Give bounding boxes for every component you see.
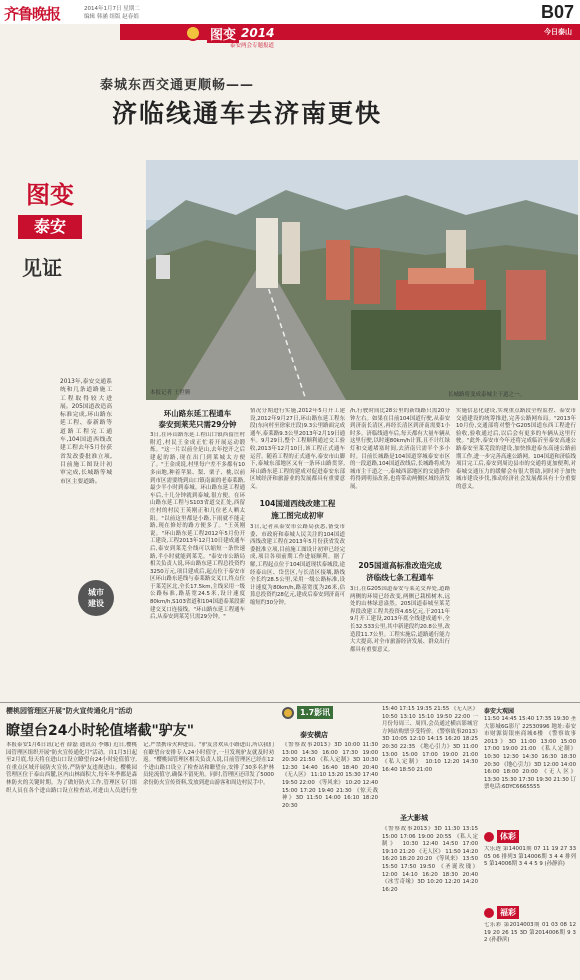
welfare-lottery-label: 福彩 [497, 906, 519, 919]
cinema-logo-text: 1.7影讯 [297, 706, 333, 719]
article6-body: 实施信息化建设,实现重点路段全程监控、泰安市交通建设的统筹推进,完善公路网布局。"2013年10月份,交通部将对整个G205国道东西工程进行验收,验收通过后,以后会有更多的车辆从这里行驶。"此外,泰安市今年还将完成临沂至泰安高速公路泰安至莱芜段的建设,加快推进泰东高速公路前期工作,进一步完善高速公路网。104国道和济临线项目完工后,泰安到周边县市的交通将更加便利,对泰城交通压力的缓解会有很大帮助,同时对于加快城市建设步伐,推动经济社会发展都具有十分重要的意义。 [456, 408, 576, 490]
city-tag-line1: 城市 [88, 588, 104, 597]
headline-kicker: 泰城东西交通更顺畅—— [100, 78, 255, 93]
city-tag-line2: 建设 [88, 599, 104, 608]
welfare-lottery-icon [484, 908, 494, 918]
welfare-lottery-logo [484, 906, 519, 919]
banner-sub: 泰安两会专题报道 [230, 43, 275, 49]
city-photo-illustration [146, 160, 578, 400]
article4-body: 3日,在G205国道泰安与莱芜交界处,道路两侧的环境已经改变,两侧已栽植树木,远处的山林绿意盎然。205国道泰城至莱芜界段改建工程共投资4.65亿元,于2011年9月开工建设,2013年底全线建成通车,全长32.533公里,其中新建段约20.8公里,改造段11.7公里。工程实施后,道路通行能力大大提高,对全市旅游经济发展、群众出行都具有重要意义。 [350, 586, 450, 653]
main-photo [146, 160, 578, 400]
masthead-meta-editors: 编辑 韩涵 组版 赵春娟 [84, 14, 139, 20]
cinema-listing1: 《警察故事2013》3D 10:00 11:30 13:00 14:30 16:00 17:30 19:00 20:30 21:50 《私人定制》3D 10:30 12:30 14:40 16:40 18:40 20:40 《无人区》 11:10 13:20 15:30 17:40 19:50 22:00 《等风来》 10:20 12:40 15:00 17:20 19:40 21:30 《惊天战神》3D 11:50 14:00 16:10 18:20 20:30 [282, 742, 378, 809]
page-code: B07 [540, 2, 574, 22]
bottom-article-title: 瞭望台24小时轮值堵截"驴友" [6, 723, 195, 739]
sports-lottery-results: 大乐透 第14001期 07 11 19 27 33 05 06 排列3 第14006期 3 4 4 排列5 第14006期 3 4 4 5 9 (孙静滨) [484, 846, 576, 868]
article3-body: 3日,记者从泰安市公路局获悉,备受市委、市政府和泰城人民关注的104国道西线改建工程在2013年5月份获省发改委批准立项,目前施工图设计初审已经完成,项目各项前期工作进展顺利。据了解,工程起点位于104国道现状泰城段,途经泰山区、岱岳区,与长清区接壤,路线全长约28.5公里,采用一级公路标准,设计速度为80km/h,路基宽度为26米,估算总投资约28亿元,建成后泰安到济南可缩短约30分钟。 [250, 524, 345, 606]
article1-title-line2: 泰安到莱芜只需29分钟 [158, 420, 237, 429]
article1-title-line1: 环山路东延工程通车 [163, 409, 232, 418]
article1-body: 3日,在环山路东延工程山口镇西留庄村附近,村民王金成正忙着开展运动锻炼。"这一片以前全是山,去年挖开之后建起的路,现在出门到莱城太方便了。"王金成说,村里每户差不多都有10多亩地,种着苹果、梨、栗子、桃,以前到市区需要绕到山口镇南面的老泰莱路,最少半小时到泰城。环山路东延工程通车后,十几分钟就到泰城,很方便。在环山路东延工程与S103省道交汇处,西留庄村的村民王英刚正和几位老人晒太阳。"以前这里都是小路,下雨就不能走路,现在修好的路方便多了。"王英刚说。"环山路东延工程2012年5月份开工建设,工程2013年12月10日建成通车后,泰安到莱芜全线可以缩短一条快速路,半小时就能到莱芜。"泰安市公路局相关负责人说,环山路东延工程总投资约3250万元,项目建成后,起点位于泰安市区环山路东延线与泰莱路交叉口,终点位于莱芜区北,全长17.5km,主线采用一级公路标准,路基宽24.5米,设计速度80km/h,S103省道和104国道泰莱段新建交叉口连接线。"环山路东延工程通车后,从泰安到莱芜只需29分钟。" [150, 432, 245, 621]
film-reel-icon [282, 707, 294, 719]
sports-lottery-label: 体彩 [497, 830, 519, 843]
headline-main: 济临线通车去济南更快 [112, 99, 383, 128]
article5-body: /h,行驶时间比28公里的新线路只需20分钟左右。如果在目前104国道行驶,从泰安到济南长清区,再经长清区到济南需要1小时多。济临线通车后,每天都有大量车辆从这里行驶,以时速80km/h计算,且不计红绿灯和交通堵塞时间,去济南只需半个多小时。目前长城路是104国道穿城泰安市区的一段道路,104国道改线后,长城路将成为城市主干道之一,泰城西部地区的交通条件将得到明显改善,也将带动两侧区域经济发展。 [350, 408, 450, 490]
side-label-jianzheng: 见证 [22, 256, 62, 280]
welfare-lottery-results: 七乐彩 第2014003期 01 03 08 12 19 20 26 15 3D 第2014006期 9 3 2 (孙静滨) [484, 922, 576, 944]
intro-paragraph: 2013年,泰安交通系统和几条道路施工工程取得较大进展。205国道改造高标准完成,环山路东延工程、泰新路等道路工程完工通车,104国道西线改建工程去年5月份获省发改委批准立项,目前施工图设计初审完成,长城路等城市区主要道路。 [60, 379, 112, 485]
cinema-venue1: 泰安横店 [300, 731, 328, 739]
article3-title-line2: 施工图完成初审 [271, 511, 324, 520]
cinema-listing4: 11:50 14:45 15:40 17:35 19:30 圣大影城6G影厅 22530996 地址:泰安市财源街银座商城6楼 《警察故事2013》3D 11:00 13:00 15:00 17:00 19:00 21:00 《私人定制》 10:30 12:30 14:30 16:30 18:30 20:30 《地心引力》3D 12:00 14:00 16:00 18:00 20:00 《无人区》 13:30 15:30 17:30 19:30 21:30 订票电话:6DYC6665555 [484, 716, 576, 791]
masthead [0, 0, 580, 24]
emblem-icon [185, 25, 201, 41]
cinema-venue3: 圣大影城 [400, 814, 428, 822]
section-divider [0, 702, 580, 703]
masthead-meta-date: 2014年1月7日 星期二 [84, 6, 140, 12]
article4-title-line1: 205国道高标准改造完成 [358, 561, 442, 570]
photo-credit: 本报记者 王世腾 [150, 390, 191, 396]
sports-lottery-icon [484, 832, 494, 842]
sports-lottery-logo [484, 830, 519, 843]
cinema-logo [282, 706, 333, 719]
section-tag: 今日泰山 [544, 28, 572, 36]
cinema-listing3: 《警察故事2013》3D 11:30 13:15 15:00 17:06 19:00 20:55 《私人定制》 10:30 12:40 14:50 17:00 19:10 21:20 《无人区》 11:50 14:20 16:20 18:20 20:20 《等风来》 13:50 15:50 17:50 19:50 《圣诞玫瑰》 12:00 14:10 16:20 18:30 20:40 《冰雪奇缘》3D 10:20 12:20 14:20 16:20 [382, 826, 478, 893]
article2-body: 情况分期进行实施,2012年5月开工建设,2012年9月27日,环山路东延工程东段(东向村至徐家庄段)9.3公里路面完成通车,泰莱路9.3公里2013年2月19日通车。9月29日,整个工程顺利通过交工验收,2013年12月10日,该工程正式通车运营。随着工程的正式通车,泰安市山脚下,泰城东部地区又有一条环山路贯穿,环山路东延工程的建成对促进泰安东部区域经济和旅游业的发展都具有重要意义。 [250, 408, 345, 490]
photo-caption: 长城路将变成泰城主干道之一。 [448, 392, 526, 398]
city-tag [78, 580, 114, 616]
article4-title-line2: 济临线七条工程通车 [366, 573, 434, 582]
article3-title-line1: 104国道西线改建工程 [259, 499, 336, 508]
bottom-article-body: 本报泰安1月6日讯(记者 薛磊 通讯员 李娜) 近日,樱桃园管理区组织开展"防火宣传通化月"活动。自1月3日起至2月底,每天将在进山口设立瞭望台24小时轮值值守,在重点区域开展防火宣传,严防驴友违规进山。樱桃园管理区位于泰山西麓,区内山林面积大,每年冬季都是森林防火的关键时期。为了做好防火工作,管理区专门组织人员在各个进山路口设立检查站,对进山人员进行登记,严禁携带火种进山。"驴友喜欢从小路进山,所以我们在瞭望台安排专人24小时值守,一旦发现驴友就及时劝返。"樱桃园管理区相关负责人说,目前管理区已经在12个进山路口设立了检查站和瞭望台,安排了30多名护林员轮流值守,确保不留死角。同时,管理区还印发了5000余份防火宣传资料,发放到进山游客和周边村民手中。 [6, 742, 274, 794]
cinema-listing2: 15:40 17:15 19:35 21:55 《无人区》 10:50 13:10 15:10 19:50 22:00 一月份每周三、周四,会员通过横店影城官方网站购票享受特价。《警察故事2013》3D 10:05 12:10 14:15 16:20 18:25 20:30 22:35 《地心引力》3D 11:00 13:00 15:00 17:00 19:00 21:00 《私人定制》 10:10 12:20 14:30 16:40 18:50 21:00 [382, 706, 478, 773]
newspaper-logo: 齐鲁晚报 [4, 5, 61, 23]
side-label-taian: 泰安 [18, 215, 82, 239]
side-label-tubian: 图变 [26, 181, 74, 209]
bottom-article-kicker: 樱桃园管理区开展"防火宣传通化月"活动 [6, 707, 133, 715]
cinema-venue2: 泰安大观园 [484, 708, 515, 715]
banner-year: 2014 [241, 26, 275, 40]
banner-logo: 图变 [207, 24, 239, 43]
